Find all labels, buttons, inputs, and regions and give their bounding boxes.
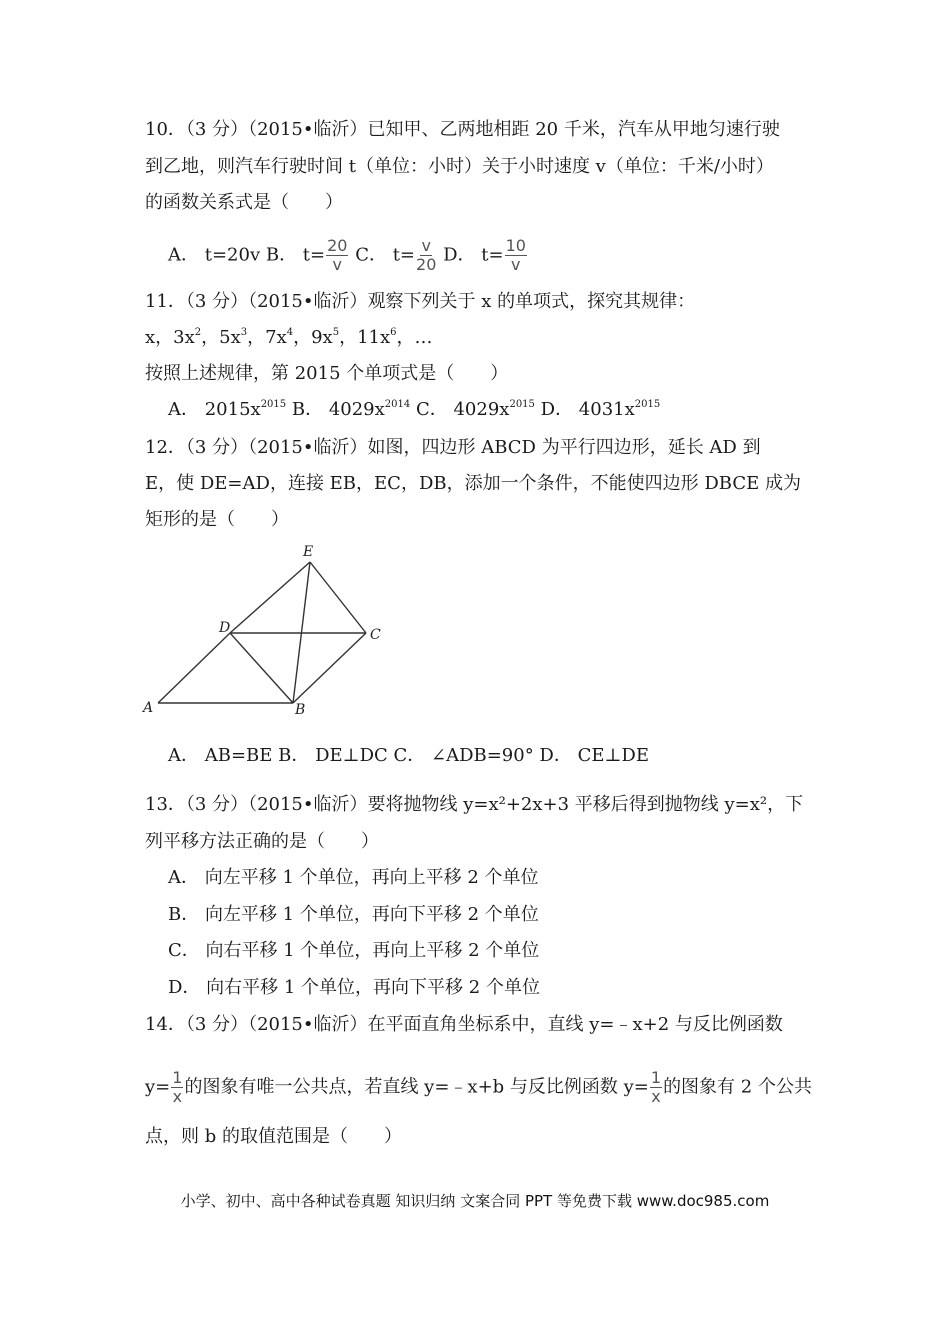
segment-bc: [293, 633, 366, 703]
q14-fraction-1-over-x: [650, 1070, 662, 1105]
segment-db: [230, 633, 293, 703]
seq-exponent: 6: [390, 327, 397, 338]
fraction-denominator: x: [651, 1087, 661, 1106]
q10-line3: 的函数关系式是（ ）: [145, 192, 343, 213]
parallelogram-figure: [135, 542, 395, 722]
q12-line1: 12．（3 分）（2015•临沂）如图，四边形 ABCD 为平行四边形，延长 AD 到: [145, 437, 761, 458]
q13-option-a: A． 向左平移 1 个单位，再向上平移 2 个单位: [168, 867, 539, 888]
q10-option-b-prefix: B． t=: [265, 244, 326, 266]
seq-term: 5x: [219, 327, 241, 348]
vertex-label-a: A: [143, 700, 154, 716]
q14-line2: [145, 1070, 812, 1105]
vertex-label-d: D: [219, 620, 231, 636]
q10-line2: 到乙地，则汽车行驶时间 t（单位：小时）关于小时速度 v（单位：千米/小时）: [145, 156, 774, 177]
q13-option-c: C． 向右平移 1 个单位，再向上平移 2 个单位: [168, 940, 540, 961]
seq-term: 9x: [311, 327, 333, 348]
option-exponent: 2015: [260, 399, 287, 410]
q12-line2: E，使 DE=AD，连接 EB，EC，DB，添加一个条件，不能使四边形 DBCE 成为: [145, 473, 801, 494]
q11-options: [168, 398, 660, 422]
q11-option-d: D． 4031x: [540, 399, 635, 420]
q14-text-part: 的图象有唯一公共点，若直线 y=﹣x+b 与反比例函数 y=: [184, 1076, 649, 1098]
q11-option-a: A． 2015x: [168, 399, 261, 420]
seq-ellipsis: ，…: [396, 327, 433, 348]
q13-line2: 列平移方法正确的是（ ）: [145, 831, 379, 852]
seq-exponent: 5: [332, 327, 340, 338]
page-footer: 小学、初中、高中各种试卷真题 知识归纳 文案合同 PPT 等免费下载 www.doc985.com: [180, 1192, 770, 1210]
q10-line1: 10．（3 分）（2015•临沂）已知甲、乙两地相距 20 千米，汽车从甲地匀速行驶: [145, 119, 780, 140]
fraction-denominator: v: [511, 255, 521, 274]
seq-term: 3x: [173, 327, 195, 348]
q10-option-d-fraction: [505, 238, 527, 273]
seq-term: 11x: [357, 327, 391, 348]
fraction-numerator: 1: [172, 1068, 183, 1087]
option-exponent: 2015: [634, 399, 661, 410]
q13-option-d: D． 向右平移 1 个单位，再向下平移 2 个单位: [168, 977, 540, 998]
segment-ec: [310, 562, 366, 633]
q11-option-c: C． 4029x: [415, 399, 510, 420]
seq-term: x: [145, 327, 156, 348]
fraction-denominator: 20: [416, 255, 437, 274]
segment-de: [230, 562, 310, 633]
segment-ad: [158, 633, 230, 703]
q10-option-c-prefix: C． t=: [355, 244, 416, 266]
q14-text-part: y=: [145, 1076, 171, 1098]
q11-line1: 11．（3 分）（2015•临沂）观察下列关于 x 的单项式，探究其规律：: [145, 291, 696, 312]
fraction-denominator: x: [172, 1087, 183, 1106]
fraction-numerator: 20: [327, 236, 348, 255]
q14-line3: 点，则 b 的取值范围是（ ）: [145, 1126, 402, 1147]
seq-exponent: 4: [286, 327, 294, 338]
fraction-numerator: 10: [505, 236, 526, 255]
q11-sequence: x，$3x^2$，$5x^3$，$7x^4$，$9x^5$，$11x^6$，…: [145, 327, 433, 348]
option-exponent: 2015: [509, 399, 535, 410]
vertex-label-c: C: [370, 627, 381, 643]
q10-options: [168, 238, 528, 273]
q10-option-b-fraction: [326, 238, 348, 273]
vertex-label-e: E: [303, 544, 314, 560]
fraction-numerator: 1: [650, 1068, 662, 1087]
fraction-numerator: v: [421, 236, 431, 255]
q13-line1: 13．（3 分）（2015•临沂）要将抛物线 y=x²+2x+3 平移后得到抛物线 y=x²，下: [145, 794, 804, 815]
seq-exponent: 3: [240, 327, 248, 338]
fraction-denominator: v: [332, 255, 343, 274]
q14-text-part: 的图象有 2 个公共: [663, 1076, 812, 1098]
q10-option-c-fraction: [416, 238, 436, 273]
q10-option-d-prefix: D． t=: [443, 244, 504, 266]
q12-line3: 矩形的是（ ）: [145, 509, 289, 530]
q14-fraction-1-over-x: [171, 1070, 183, 1105]
seq-term: 7x: [265, 327, 287, 348]
option-exponent: 2014: [384, 399, 411, 410]
q11-option-b: B． 4029x: [291, 399, 385, 420]
q10-option-a: A． t=20v: [168, 244, 261, 266]
q11-line3: 按照上述规律，第 2015 个单项式是（ ）: [145, 363, 509, 384]
seq-exponent: 2: [194, 327, 202, 338]
vertex-label-b: B: [295, 702, 306, 718]
q14-line1: 14．（3 分）（2015•临沂）在平面直角坐标系中，直线 y=﹣x+2 与反比例函数: [145, 1014, 783, 1035]
q12-options: A． AB=BE B． DE⊥DC C． ∠ADB=90° D． CE⊥DE: [168, 745, 649, 766]
q13-option-b: B． 向左平移 1 个单位，再向下平移 2 个单位: [168, 904, 539, 925]
